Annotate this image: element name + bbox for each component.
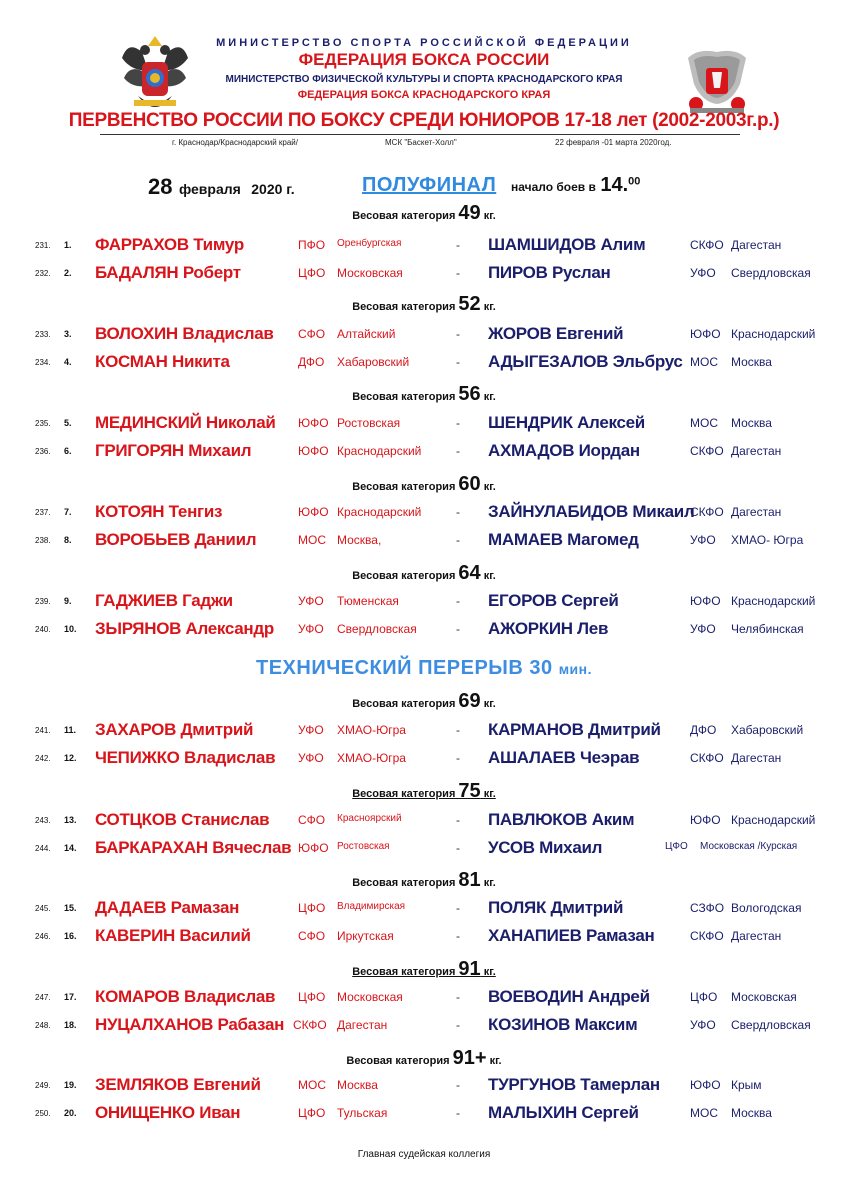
weight-category-label: Весовая категория — [352, 481, 459, 493]
championship-title: ПЕРВЕНСТВО РОССИИ ПО БОКСУ СРЕДИ ЮНИОРОВ 17-18 лет (2002-2003г.р.) — [68, 110, 780, 131]
bout-order: 5. — [64, 418, 72, 428]
red-corner-district: СКФО — [293, 1018, 327, 1032]
bout-order: 2. — [64, 268, 72, 278]
blue-corner-region: Москва — [731, 355, 772, 369]
vs-separator: - — [456, 1018, 460, 1032]
blue-corner-district: ЮФО — [690, 327, 721, 341]
bout-order: 11. — [64, 725, 77, 735]
bout-number: 238. — [35, 536, 51, 545]
event-dates: 22 февраля -01 марта 2020год. — [555, 138, 672, 147]
blue-corner-region: Свердловская — [731, 1018, 811, 1032]
vs-separator: - — [456, 751, 460, 765]
event-venue: МСК "Баскет-Холл" — [385, 138, 457, 147]
red-corner-name: ЗАХАРОВ Дмитрий — [95, 720, 254, 739]
ministry-sport-rf: МИНИСТЕРСТВО СПОРТА РОССИЙСКОЙ ФЕДЕРАЦИИ — [216, 37, 632, 49]
blue-corner-district: ДФО — [690, 723, 717, 737]
weight-category-value: 75 — [458, 780, 481, 802]
session-month: февраля — [178, 181, 241, 197]
vs-separator: - — [456, 622, 460, 636]
boxing-federation-russia: ФЕДЕРАЦИЯ БОКСА РОССИИ — [298, 50, 550, 69]
bout-order: 16. — [64, 931, 77, 941]
blue-corner-region: Свердловская — [731, 266, 811, 280]
vs-separator: - — [456, 533, 460, 547]
red-corner-region: Иркутская — [337, 929, 394, 943]
event-place: г. Краснодар/Краснодарский край/ — [172, 138, 298, 147]
blue-corner-district: СКФО — [690, 505, 724, 519]
blue-corner-district: УФО — [690, 1018, 716, 1032]
red-corner-district: СФО — [298, 813, 326, 827]
weight-category-unit: кг. — [480, 966, 496, 978]
red-corner-district: СФО — [298, 327, 326, 341]
bout-order: 14. — [64, 843, 77, 853]
blue-corner-name: АЖОРКИН Лев — [488, 619, 609, 638]
bout-number: 244. — [35, 844, 51, 853]
blue-corner-region: Краснодарский — [731, 594, 816, 608]
blue-corner-name: ЕГОРОВ Сергей — [488, 591, 619, 610]
bout-number: 247. — [35, 993, 51, 1002]
red-corner-name: ГРИГОРЯН Михаил — [95, 441, 252, 460]
weight-category-label: Весовая категория — [352, 698, 459, 710]
blue-corner-name: КАРМАНОВ Дмитрий — [488, 720, 661, 739]
vs-separator: - — [456, 594, 460, 608]
weight-category-header — [0, 293, 848, 316]
blue-corner-district: ЦФО — [690, 990, 718, 1004]
red-corner-district: ЦФО — [298, 901, 326, 915]
weight-category-header — [0, 562, 848, 585]
weight-category-label: Весовая категория — [352, 391, 459, 403]
blue-corner-district: УФО — [690, 266, 716, 280]
blue-corner-district: СКФО — [690, 238, 724, 252]
red-corner-name: ГАДЖИЕВ Гаджи — [95, 591, 233, 610]
blue-corner-region: Хабаровский — [731, 723, 804, 737]
weight-category-header — [0, 958, 848, 981]
vs-separator: - — [456, 929, 460, 943]
bout-number: 239. — [35, 597, 51, 606]
bout-order: 10. — [64, 624, 77, 634]
blue-corner-region: ХМАО- Югра — [731, 533, 804, 547]
bout-order: 13. — [64, 815, 77, 825]
red-corner-district: УФО — [298, 622, 324, 636]
red-corner-district: ЦФО — [298, 1106, 326, 1120]
blue-corner-region: Дагестан — [731, 238, 782, 252]
bout-order: 8. — [64, 535, 72, 545]
weight-category-unit: кг. — [480, 788, 496, 800]
red-corner-region: Ростовская — [337, 416, 401, 430]
blue-corner-district: ЮФО — [690, 813, 721, 827]
blue-corner-district: УФО — [690, 622, 716, 636]
weight-category-value: 56 — [458, 383, 481, 405]
vs-separator: - — [456, 505, 460, 519]
red-corner-name: КОТОЯН Тенгиз — [95, 502, 223, 521]
blue-corner-district: СЗФО — [690, 901, 725, 915]
red-corner-region: Москва — [337, 1078, 378, 1092]
red-corner-region: Московская — [337, 990, 403, 1004]
red-corner-region: Красноярский — [337, 813, 402, 824]
red-corner-name: СОТЦКОВ Станислав — [95, 810, 270, 829]
blue-corner-name: ТУРГУНОВ Тамерлан — [488, 1075, 660, 1094]
blue-corner-district: МОС — [690, 355, 718, 369]
blue-corner-name: АДЫГЕЗАЛОВ Эльбрус — [488, 352, 683, 371]
weight-category-unit: кг. — [480, 391, 496, 403]
weight-category-header — [0, 473, 848, 496]
weight-category-label: Весовая категория — [352, 966, 459, 978]
bout-number: 246. — [35, 932, 51, 941]
red-corner-region: Краснодарский — [337, 444, 422, 458]
start-hour: 14. — [600, 174, 629, 196]
red-corner-district: ЮФО — [298, 505, 329, 519]
red-corner-district: ЮФО — [298, 416, 329, 430]
vs-separator: - — [456, 990, 460, 1004]
ministry-krasnodar: МИНИСТЕРСТВО ФИЗИЧЕСКОЙ КУЛЬТУРЫ И СПОРТА КРАСНОДАРСКОГО КРАЯ — [225, 74, 623, 85]
weight-category-value: 49 — [458, 202, 481, 224]
blue-corner-name: УСОВ Михаил — [488, 838, 603, 857]
blue-corner-region: Москва — [731, 416, 772, 430]
weight-category-value: 64 — [458, 562, 481, 584]
red-corner-region: Краснодарский — [337, 505, 422, 519]
blue-corner-name: КОЗИНОВ Максим — [488, 1015, 638, 1034]
chief-judges-footer: Главная судейская коллегия — [357, 1149, 491, 1160]
weight-category-unit: кг. — [480, 301, 496, 313]
red-corner-region: Хабаровский — [337, 355, 410, 369]
bout-order: 6. — [64, 446, 72, 456]
red-corner-name: КОМАРОВ Владислав — [95, 987, 276, 1006]
weight-category-header — [0, 383, 848, 406]
blue-corner-name: ХАНАПИЕВ Рамазан — [488, 926, 655, 945]
blue-corner-region: Московская /Курская — [700, 841, 798, 852]
blue-corner-region: Дагестан — [731, 929, 782, 943]
weight-category-value: 91 — [458, 958, 481, 980]
red-corner-region: Москва, — [337, 533, 382, 547]
weight-category-unit: кг. — [480, 570, 496, 582]
blue-corner-name: ЗАЙНУЛАБИДОВ Микаил — [488, 502, 695, 521]
red-corner-name: МЕДИНСКИЙ Николай — [95, 413, 276, 432]
weight-category-header — [0, 869, 848, 892]
blue-corner-region: Дагестан — [731, 751, 782, 765]
blue-corner-district: ЮФО — [690, 1078, 721, 1092]
red-corner-name: ВОРОБЬЕВ Даниил — [95, 530, 257, 549]
red-corner-region: Тюменская — [337, 594, 399, 608]
weight-category-value: 81 — [458, 869, 481, 891]
bout-order: 3. — [64, 329, 72, 339]
bout-number: 237. — [35, 508, 51, 517]
bout-number: 235. — [35, 419, 51, 428]
blue-corner-district: МОС — [690, 1106, 718, 1120]
red-corner-name: ФАРРАХОВ Тимур — [95, 235, 244, 254]
bout-order: 19. — [64, 1080, 77, 1090]
weight-category-header — [0, 690, 848, 713]
bout-order: 7. — [64, 507, 72, 517]
bout-number: 236. — [35, 447, 51, 456]
red-corner-district: МОС — [298, 1078, 326, 1092]
bout-number: 234. — [35, 358, 51, 367]
blue-corner-name: ШЕНДРИК Алексей — [488, 413, 645, 432]
technical-break-text: ТЕХНИЧЕСКИЙ ПЕРЕРЫВ 30 — [256, 657, 553, 679]
weight-category-label: Весовая категория — [346, 1055, 453, 1067]
bout-order: 18. — [64, 1020, 77, 1030]
weight-category-unit: кг. — [480, 481, 496, 493]
red-corner-district: ДФО — [298, 355, 325, 369]
vs-separator: - — [456, 723, 460, 737]
vs-separator: - — [456, 327, 460, 341]
bout-number: 231. — [35, 241, 51, 250]
technical-break — [0, 657, 848, 680]
red-corner-region: Оренбургская — [337, 238, 402, 249]
red-corner-district: ПФО — [298, 238, 326, 252]
bout-number: 232. — [35, 269, 51, 278]
red-corner-district: ЦФО — [298, 266, 326, 280]
bout-order: 1. — [64, 240, 72, 250]
red-corner-district: УФО — [298, 594, 324, 608]
blue-corner-name: МАЛЫХИН Сергей — [488, 1103, 639, 1122]
bout-number: 248. — [35, 1021, 51, 1030]
red-corner-district: УФО — [298, 723, 324, 737]
blue-corner-region: Москва — [731, 1106, 772, 1120]
technical-break-unit: мин. — [558, 661, 592, 677]
vs-separator: - — [456, 444, 460, 458]
blue-corner-region: Дагестан — [731, 444, 782, 458]
red-corner-name: БАРКАРАХАН Вячеслав — [95, 838, 292, 857]
weight-category-unit: кг. — [480, 698, 496, 710]
weight-category-label: Весовая категория — [352, 210, 459, 222]
start-minutes: 00 — [628, 175, 641, 188]
red-corner-district: ЮФО — [298, 841, 329, 855]
weight-category-value: 91+ — [452, 1047, 487, 1069]
session-date — [148, 174, 295, 200]
red-corner-name: ОНИЩЕНКО Иван — [95, 1103, 241, 1122]
blue-corner-district: ЦФО — [665, 841, 688, 852]
weight-category-value: 60 — [458, 473, 481, 495]
bout-number: 249. — [35, 1081, 51, 1090]
red-corner-region: Тульская — [337, 1106, 388, 1120]
weight-category-label: Весовая категория — [352, 788, 459, 800]
header-divider — [100, 134, 740, 135]
blue-corner-name: МАМАЕВ Магомед — [488, 530, 639, 549]
blue-corner-name: АШАЛАЕВ Чеэрав — [488, 748, 640, 767]
blue-corner-name: ЖОРОВ Евгений — [488, 324, 624, 343]
vs-separator: - — [456, 841, 460, 855]
red-corner-name: КОСМАН Никита — [95, 352, 230, 371]
weight-category-label: Весовая категория — [352, 877, 459, 889]
weight-category-value: 69 — [458, 690, 481, 712]
bout-number: 242. — [35, 754, 51, 763]
vs-separator: - — [456, 416, 460, 430]
red-corner-district: ЦФО — [298, 990, 326, 1004]
blue-corner-name: ВОЕВОДИН Андрей — [488, 987, 650, 1006]
red-corner-name: ВОЛОХИН Владислав — [95, 324, 274, 343]
blue-corner-district: МОС — [690, 416, 718, 430]
session-day: 28 — [148, 174, 173, 199]
blue-corner-region: Вологодская — [731, 901, 802, 915]
bout-number: 240. — [35, 625, 51, 634]
bout-number: 250. — [35, 1109, 51, 1118]
bout-order: 15. — [64, 903, 77, 913]
vs-separator: - — [456, 901, 460, 915]
weight-category-unit: кг. — [486, 1055, 502, 1067]
red-corner-district: ЮФО — [298, 444, 329, 458]
red-corner-region: Дагестан — [337, 1018, 388, 1032]
vs-separator: - — [456, 813, 460, 827]
vs-separator: - — [456, 355, 460, 369]
blue-corner-region: Краснодарский — [731, 327, 816, 341]
bout-number: 233. — [35, 330, 51, 339]
bout-order: 12. — [64, 753, 77, 763]
red-corner-name: КАВЕРИН Василий — [95, 926, 251, 945]
weight-category-header — [0, 202, 848, 225]
start-time — [511, 174, 640, 197]
bout-order: 9. — [64, 596, 72, 606]
vs-separator: - — [456, 1078, 460, 1092]
bout-order: 20. — [64, 1108, 77, 1118]
red-corner-region: Алтайский — [337, 327, 396, 341]
blue-corner-district: СКФО — [690, 444, 724, 458]
blue-corner-name: ШАМШИДОВ Алим — [488, 235, 646, 254]
bout-number: 243. — [35, 816, 51, 825]
blue-corner-region: Дагестан — [731, 505, 782, 519]
blue-corner-district: УФО — [690, 533, 716, 547]
red-corner-district: УФО — [298, 751, 324, 765]
blue-corner-district: ЮФО — [690, 594, 721, 608]
blue-corner-name: АХМАДОВ Иордан — [488, 441, 640, 460]
blue-corner-district: СКФО — [690, 929, 724, 943]
vs-separator: - — [456, 266, 460, 280]
weight-category-unit: кг. — [480, 210, 496, 222]
red-corner-district: МОС — [298, 533, 326, 547]
red-corner-name: БАДАЛЯН Роберт — [95, 263, 241, 282]
weight-category-label: Весовая категория — [352, 301, 459, 313]
red-corner-region: ХМАО-Югра — [337, 751, 406, 765]
start-label: начало боев в — [511, 180, 596, 194]
blue-corner-name: ПАВЛЮКОВ Аким — [488, 810, 635, 829]
red-corner-region: Владимирская — [337, 901, 406, 912]
red-corner-name: НУЦАЛХАНОВ Рабазан — [95, 1015, 285, 1034]
red-corner-name: ЗЕМЛЯКОВ Евгений — [95, 1075, 261, 1094]
red-corner-name: ЧЕПИЖКО Владислав — [95, 748, 276, 767]
red-corner-region: ХМАО-Югра — [337, 723, 406, 737]
boxing-federation-krasnodar: ФЕДЕРАЦИЯ БОКСА КРАСНОДАРСКОГО КРАЯ — [297, 89, 551, 101]
bout-order: 17. — [64, 992, 77, 1002]
red-corner-name: ДАДАЕВ Рамазан — [95, 898, 240, 917]
bout-number: 241. — [35, 726, 51, 735]
red-corner-district: СФО — [298, 929, 326, 943]
red-corner-region: Ростовская — [337, 841, 390, 852]
session-year: 2020 г. — [251, 181, 295, 197]
weight-category-header — [0, 1047, 848, 1070]
bout-number: 245. — [35, 904, 51, 913]
blue-corner-name: ПОЛЯК Дмитрий — [488, 898, 624, 917]
vs-separator: - — [456, 238, 460, 252]
blue-corner-region: Челябинская — [731, 622, 804, 636]
weight-category-header — [0, 780, 848, 803]
weight-category-label: Весовая категория — [352, 570, 459, 582]
weight-category-unit: кг. — [480, 877, 496, 889]
red-corner-name: ЗЫРЯНОВ Александр — [95, 619, 274, 638]
weight-category-value: 52 — [458, 293, 481, 315]
blue-corner-region: Московская — [731, 990, 797, 1004]
blue-corner-district: СКФО — [690, 751, 724, 765]
blue-corner-name: ПИРОВ Руслан — [488, 263, 611, 282]
red-corner-region: Московская — [337, 266, 403, 280]
stage-title: ПОЛУФИНАЛ — [362, 174, 497, 196]
blue-corner-region: Крым — [731, 1078, 762, 1092]
bout-order: 4. — [64, 357, 72, 367]
blue-corner-region: Краснодарский — [731, 813, 816, 827]
red-corner-region: Свердловская — [337, 622, 417, 636]
vs-separator: - — [456, 1106, 460, 1120]
